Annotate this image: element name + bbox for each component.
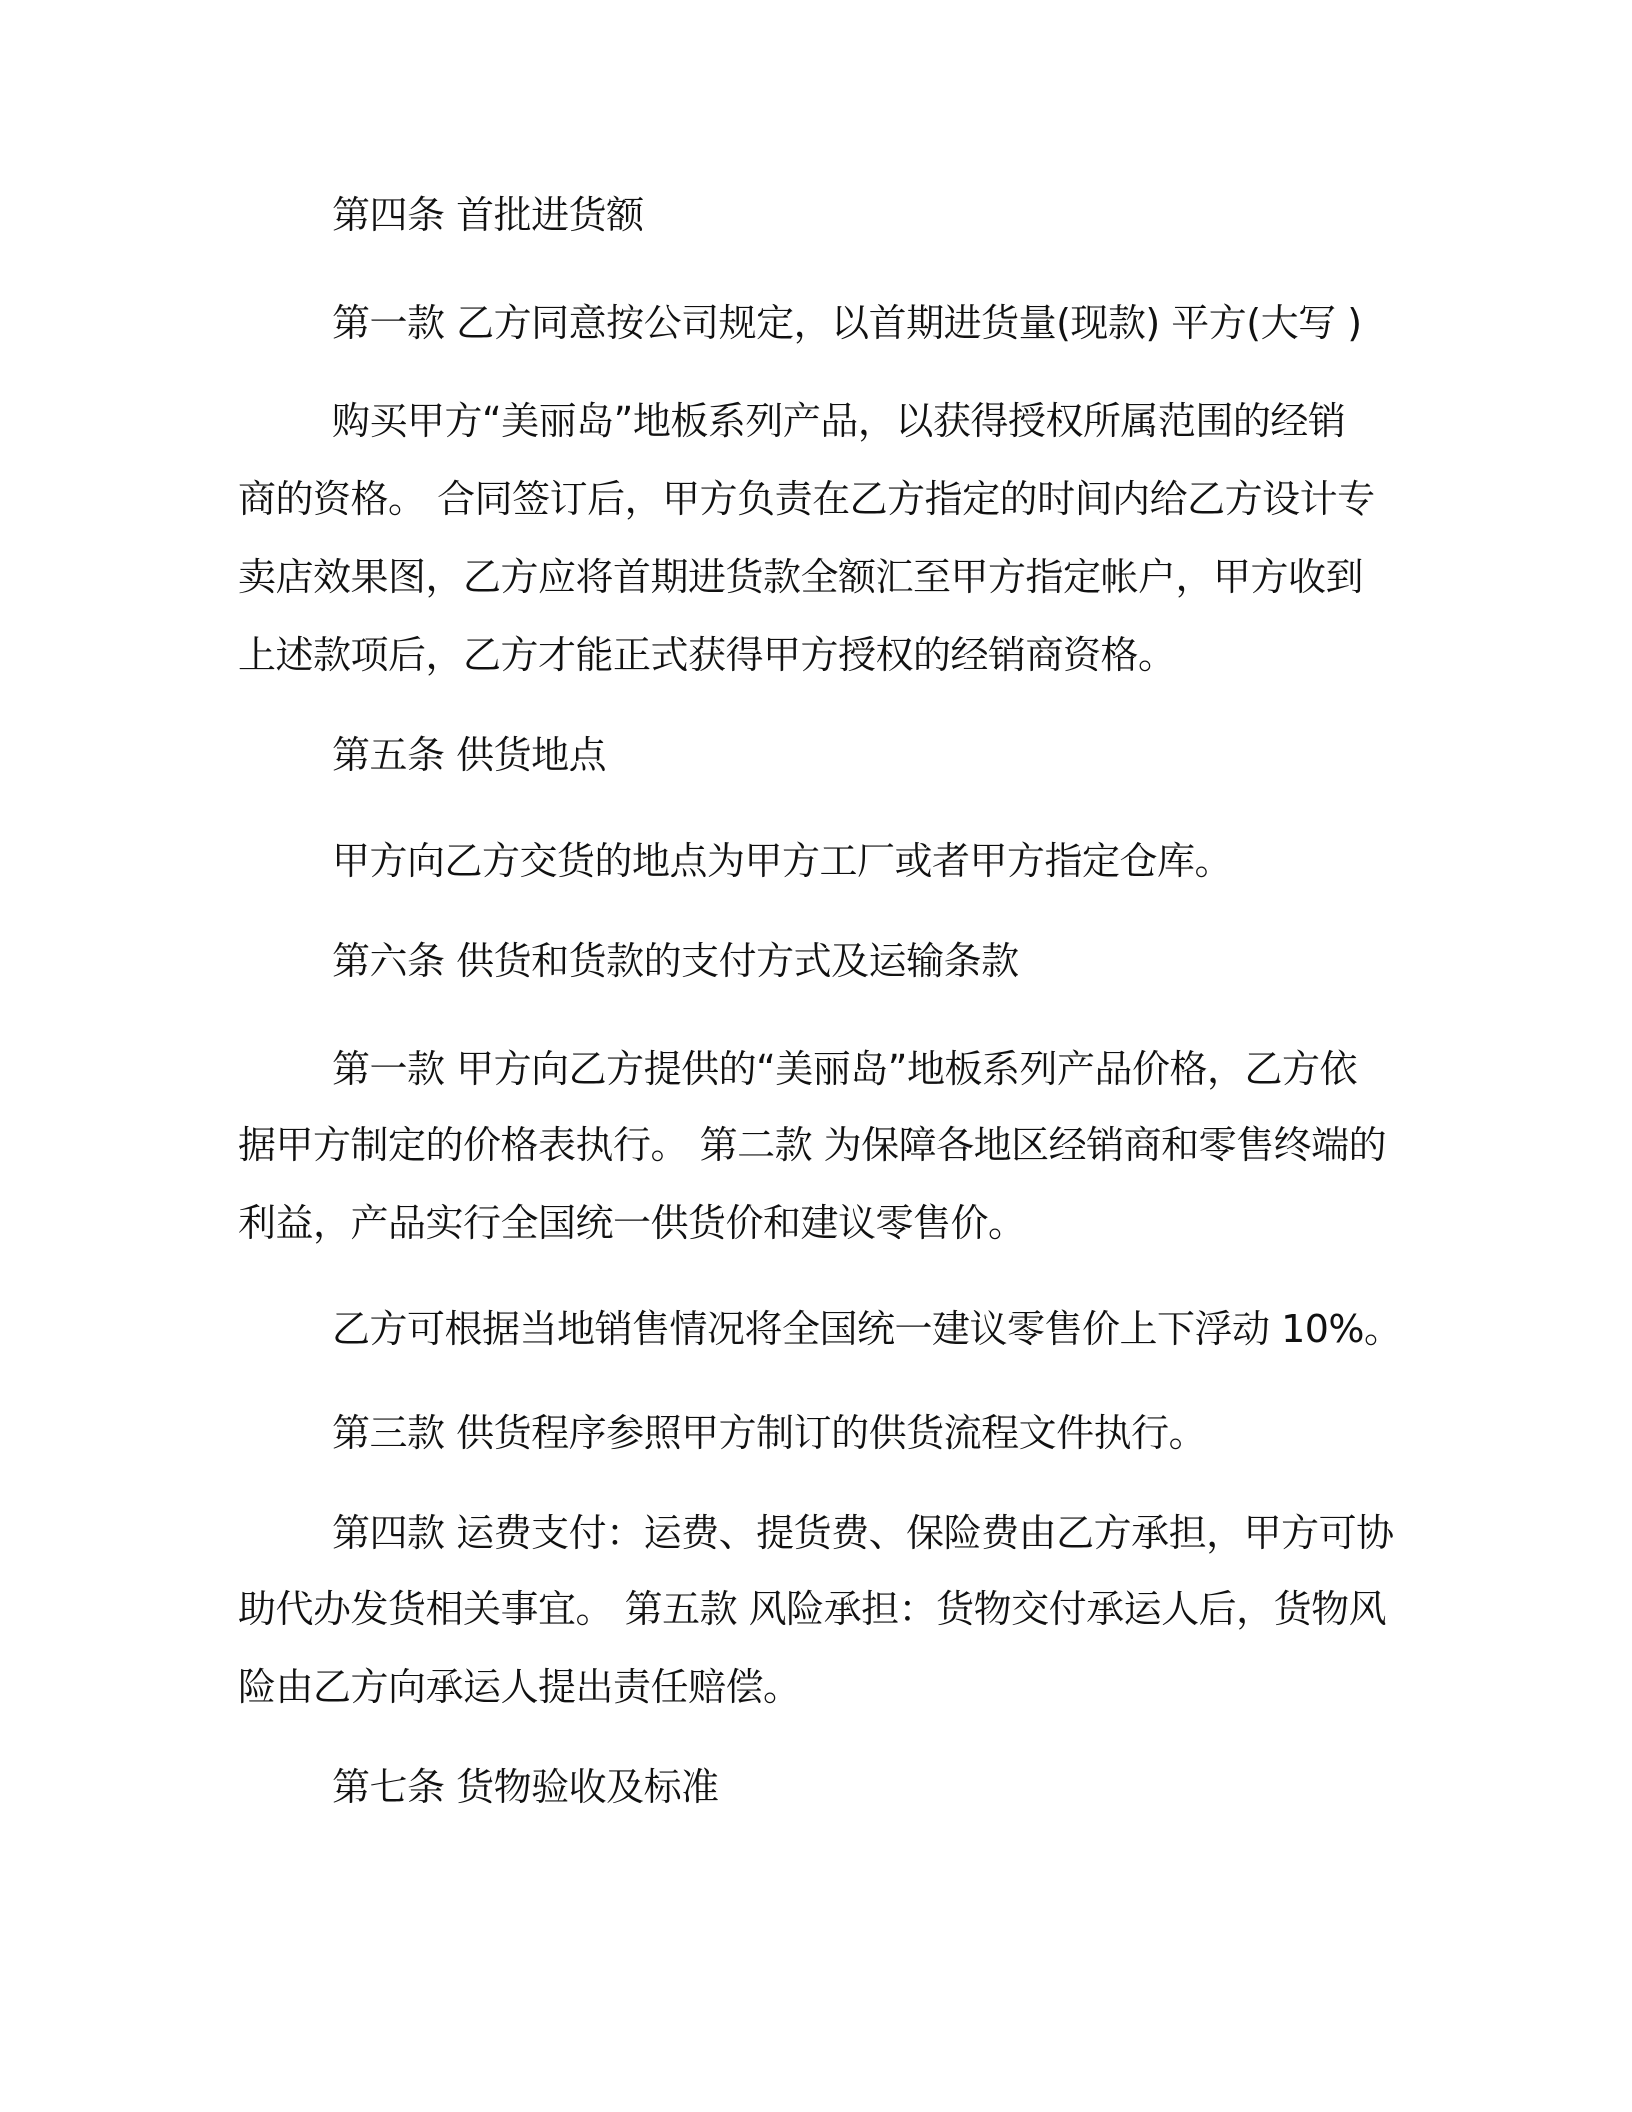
heading-article-7: 第七条 货物验收及标准 [332,1765,719,1809]
heading-article-6: 第六条 供货和货款的支付方式及运输条款 [332,939,1019,983]
paragraph-line: 上述款项后，乙方才能正式获得甲方授权的经销商资格。 [238,633,1176,677]
paragraph-line: 第四款 运费支付：运费、提货费、保险费由乙方承担，甲方可协 [332,1511,1394,1555]
heading-article-5: 第五条 供货地点 [332,733,607,777]
paragraph-line: 助代办发货相关事宜。 第五款 风险承担：货物交付承运人后，货物风 [238,1587,1387,1631]
heading-article-4: 第四条 首批进货额 [332,193,644,237]
paragraph-line: 乙方可根据当地销售情况将全国统一建议零售价上下浮动 10%。 [332,1307,1402,1351]
paragraph-line: 第一款 乙方同意按公司规定，以首期进货量(现款) 平方(大写 ) [332,301,1362,345]
paragraph-line: 甲方向乙方交货的地点为甲方工厂或者甲方指定仓库。 [332,839,1233,883]
paragraph-line: 商的资格。 合同签订后，甲方负责在乙方指定的时间内给乙方设计专 [238,477,1375,521]
paragraph-line: 据甲方制定的价格表执行。 第二款 为保障各地区经销商和零售终端的 [238,1123,1387,1167]
paragraph-line: 险由乙方向承运人提出责任赔偿。 [238,1665,801,1709]
paragraph-line: 第一款 甲方向乙方提供的“美丽岛”地板系列产品价格，乙方依 [332,1047,1357,1091]
paragraph-line: 第三款 供货程序参照甲方制订的供货流程文件执行。 [332,1411,1207,1455]
paragraph-line: 购买甲方“美丽岛”地板系列产品，以获得授权所属范围的经销 [332,399,1346,443]
paragraph-line: 卖店效果图，乙方应将首期进货款全额汇至甲方指定帐户，甲方收到 [238,555,1364,599]
paragraph-line: 利益，产品实行全国统一供货价和建议零售价。 [238,1201,1026,1245]
